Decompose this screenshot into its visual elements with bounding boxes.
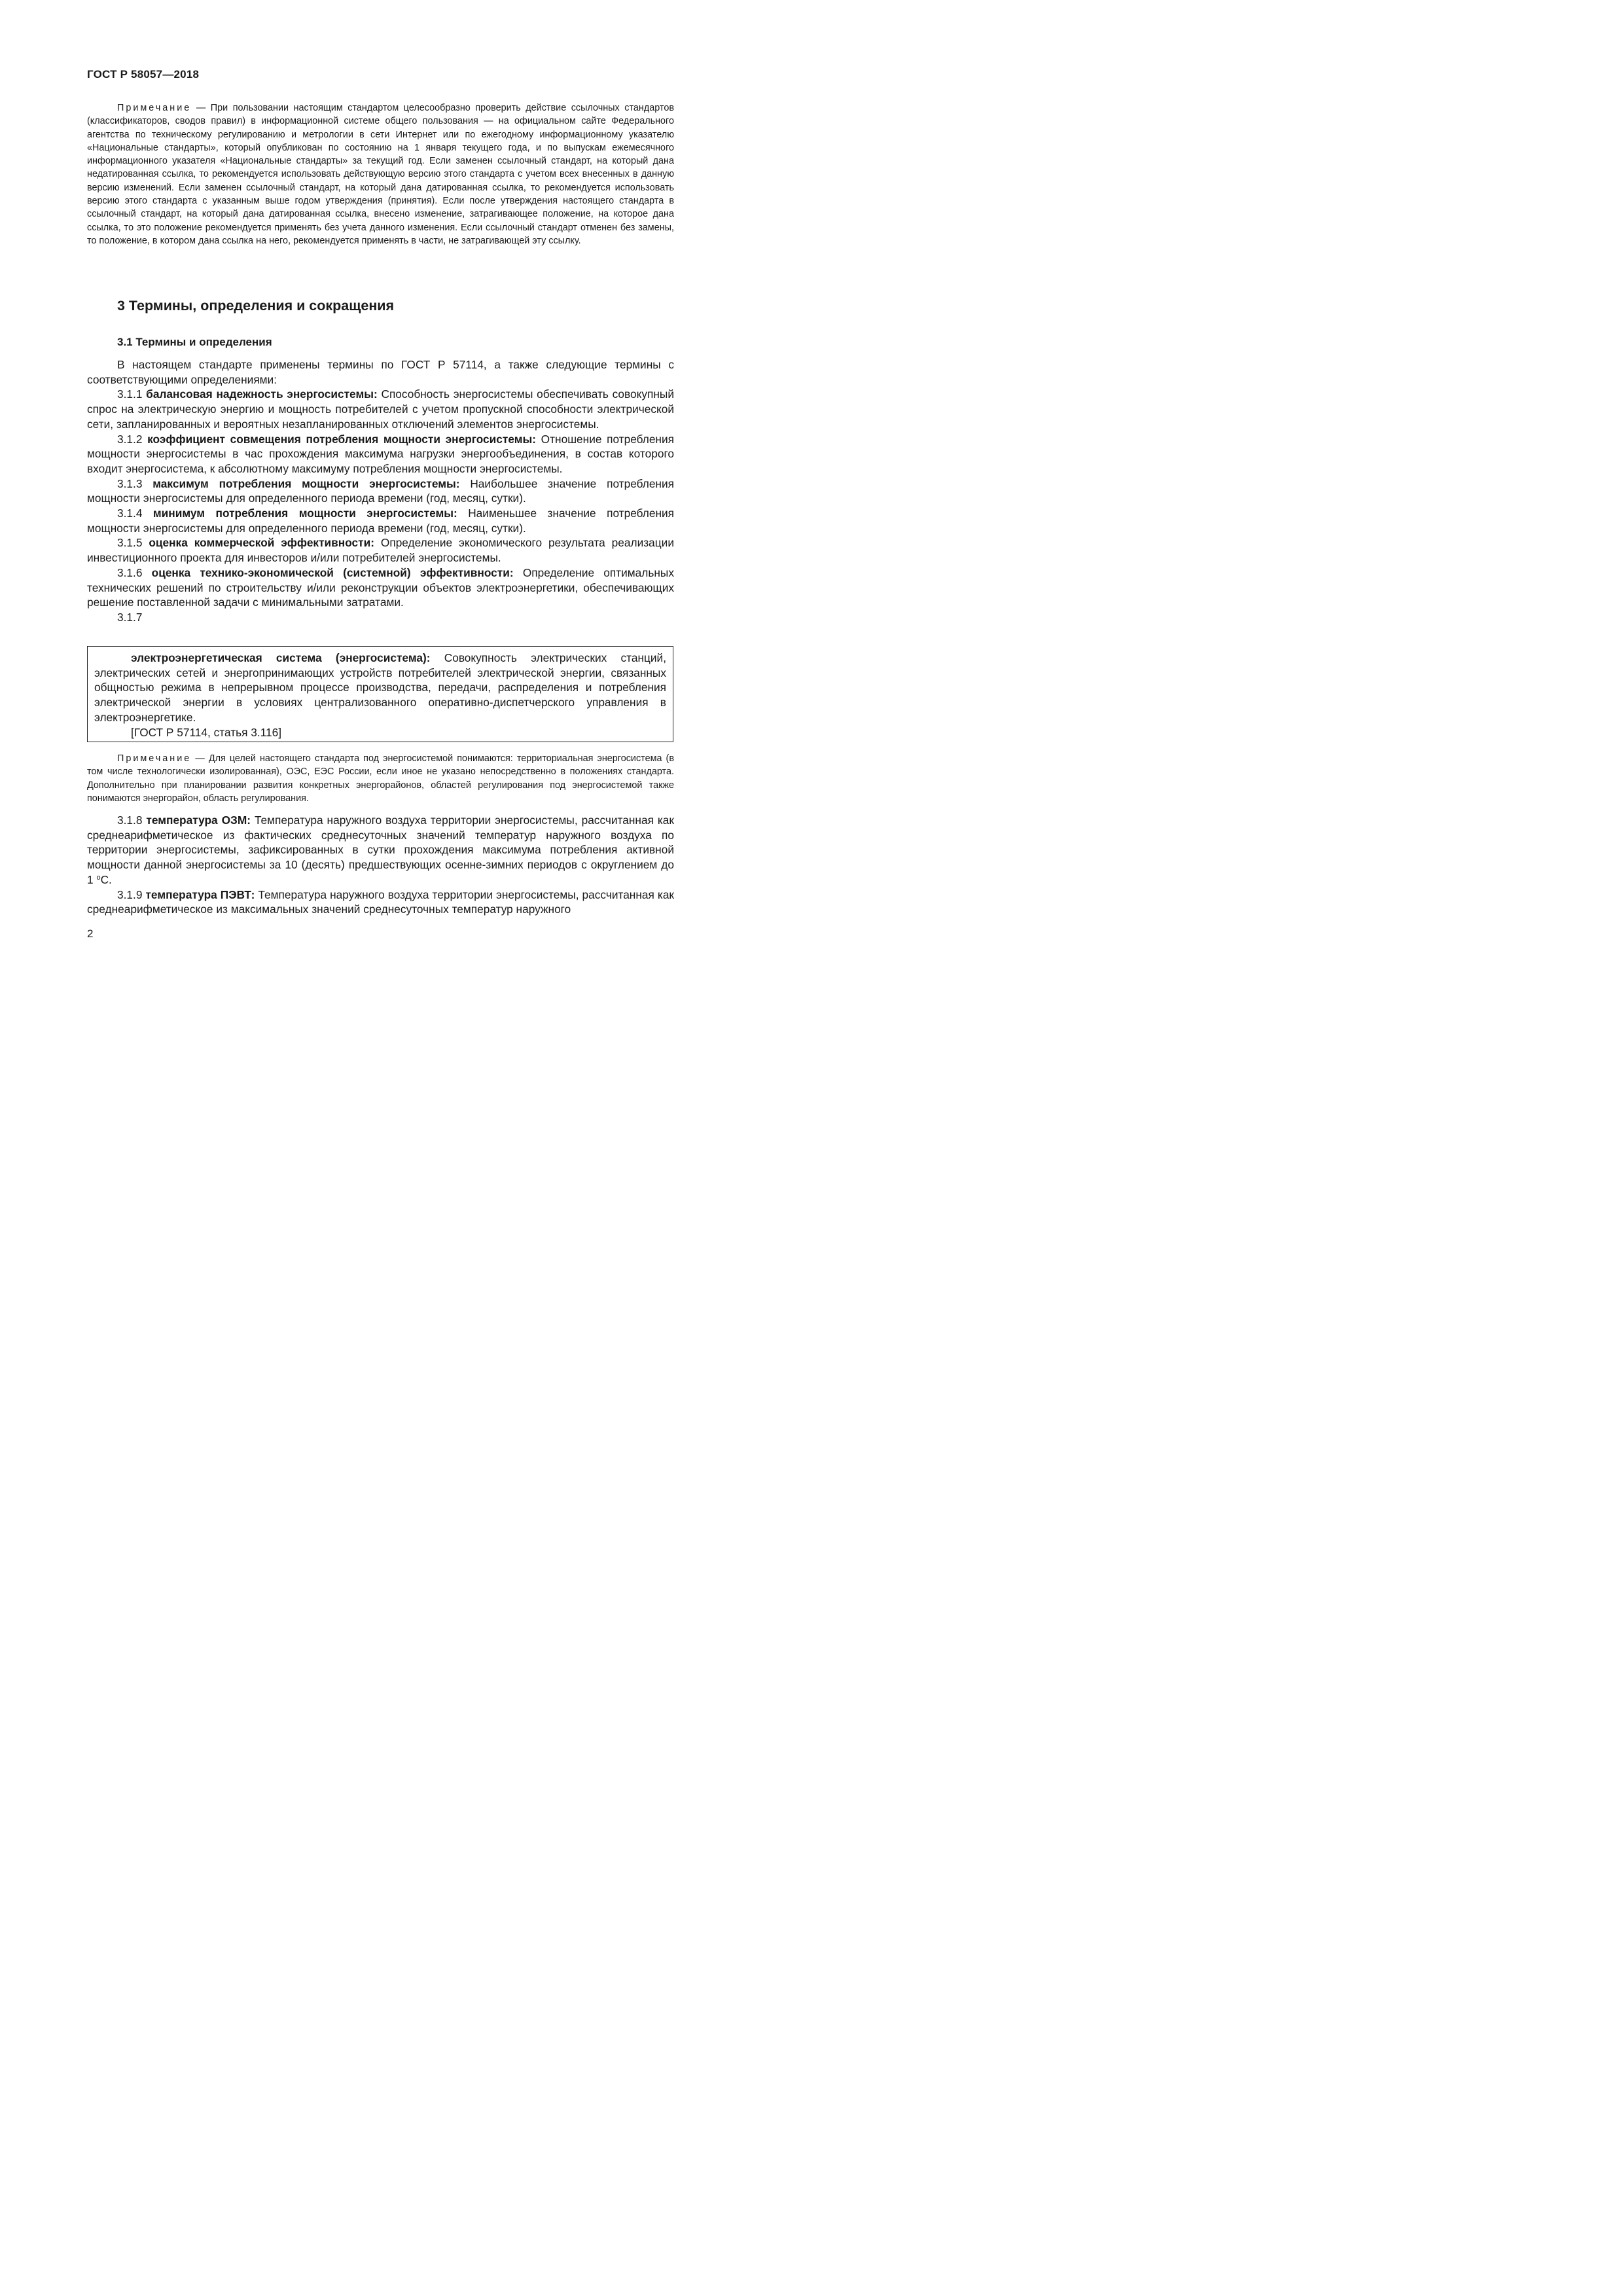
terms-list [87,357,674,625]
term-name: балансовая надежность энергосистемы: [146,387,378,401]
note-text: — Для целей настоящего стандарта под энергосистемой понимаются: территориальная энергосистема (в том числе технологически изолированная), ОЭС, ЕЭС России, если иное не указано непосредственно в положениях стандарта. Дополнительно при планировании развития конкретных энергорайонов, областей регулирования под энергосистемой также понимаются энергорайон, область регулирования. [87,753,674,804]
note-referenced-standards [87,101,674,247]
term-number: 3.1.4 [117,507,143,520]
term-definition: Температура наружного воздуха территории энергосистемы, рассчитанная как среднеарифметическое из фактических среднесуточных значений температур наружного воздуха по территории энергосистемы, зафиксированных в сутки прохождения максимума потребления активной мощности данной энергосистемы за 10 (десять) предшествующих осенне-зимних периодов с округлением до 1 [87,814,674,886]
document-page [0,0,722,1020]
intro-paragraph: В настоящем стандарте применены термины по ГОСТ Р 57114, а также следующие термины с соответствующими определениями: [87,358,674,386]
term-number: 3.1.2 [117,432,143,446]
term-item [87,535,674,565]
term-item [87,476,674,506]
note-lead: Примечание [117,103,192,113]
section-title: 3 Термины, определения и сокращения [117,298,395,314]
term-item [87,506,674,535]
quoted-term [94,651,666,725]
term-item [87,387,674,431]
term-item [87,813,674,888]
term-number: 3.1.9 [117,888,143,901]
page-number: 2 [87,927,94,940]
term-definition: Температура наружного воздуха территории энергосистемы, рассчитанная как среднеарифметическое из максимальных значений среднесуточных температур наружного [87,888,674,916]
term-definition: Определение оптимальных технических решений по строительству и/или реконструкции объектов электроэнергетики, обеспечивающих решение поставленной задачи с минимальными затратами. [87,565,674,609]
terms-list-continued [87,813,674,917]
note-lead: Примечание [117,753,192,764]
term-name: температура ОЗМ: [146,814,251,827]
term-name: минимум потребления мощности энергосистемы: [152,507,457,520]
term-definition: Способность энергосистемы обеспечивать совокупный спрос на электрическую энергию и мощность потребителей с учетом пропускной способности электрической сети, запланированных и вероятных незапланированных отключений элементов энергосистемы. [87,387,674,431]
document-header: ГОСТ Р 58057—2018 [87,68,200,81]
degree-superscript: о [96,873,101,882]
term-name: коэффициент совмещения потребления мощности энергосистемы: [147,432,537,446]
term-definition: Наименьшее значение потребления мощности энергосистемы для определенного периода времени (год, месяц, сутки). [87,507,674,535]
term-item [87,888,674,917]
term-definition: Отношение потребления мощности энергосистемы в час прохождения максимума нагрузки энергообъединения, в состав которого входит энергосистема, к абсолютному максимуму потребления мощности энергосистемы. [87,432,674,475]
term-item [87,565,674,610]
term-name: максимум потребления мощности энергосистемы: [152,476,460,490]
term-name: оценка коммерческой эффективности: [149,536,375,550]
term-source: [ГОСТ Р 57114, статья 3.116] [131,725,282,739]
term-number: 3.1.8 [117,814,143,827]
term-definition: Наибольшее значение потребления мощности энергосистемы для определенного периода времени (год, месяц, сутки). [87,476,674,505]
term-number: 3.1.3 [117,476,143,490]
term-definition: Совокупность электрических станций, электрических сетей и энергопринимающих устройств потребителей электрической энергии, связанных общностью режима в непрерывном процессе производства, передачи, распределения и потребления электрической энергии в условиях централизованного оперативно-диспетчерского управления в электроэнергетике. [94,651,666,724]
degree-unit: С. [100,872,112,886]
quoted-term-box [87,646,673,742]
term-name: оценка технико-экономической (системной) эффективности: [151,565,514,579]
term-name: электроэнергетическая система (энергосистема): [131,651,431,664]
term-item [87,432,674,476]
subsection-title: 3.1 Термины и определения [117,336,272,348]
note-text: — При пользовании настоящим стандартом целесообразно проверить действие ссылочных стандартов (классификаторов, сводов правил) в информационной системе общего пользования — на официальном сайте Федерального агентства по техническому регулированию и метрологии в сети Интернет или по ежегодному информационному указателю «Национальные стандарты», который опубликован по состоянию на 1 января текущего года, и по выпускам ежемесячного информационного указателя «Национальные стандарты» за текущий год. Если заменен ссылочный стандарт, на который дана недатированная ссылка, то рекомендуется использовать действующую версию этого стандарта с учетом всех внесенных в данную версию изменений. Если заменен ссылочный стандарт, на который дана датированная ссылка, то рекомендуется использовать версию этого стандарта с указанным выше годом утверждения (принятия). Если после утверждения настоящего стандарта в ссылочный стандарт, на который дана датированная ссылка, внесено изменение, затрагивающее положение, на которое дана ссылка, то это положение рекомендуется применять без учета данного изменения. Если ссылочный стандарт отменен без замены, то положение, в котором дана ссылка на него, рекомендуется применять в части, не затрагивающей эту ссылку. [87,103,674,246]
note-energy-system [87,752,674,805]
term-number-only: 3.1.7 [117,610,143,624]
term-definition: Определение экономического результата реализации инвестиционного проекта для инвесторов и/или потребителей энергосистемы. [87,536,674,565]
term-number: 3.1.6 [117,565,143,579]
term-number: 3.1.1 [117,387,143,401]
term-number: 3.1.5 [117,536,143,550]
term-name: температура ПЭВТ: [145,888,255,901]
